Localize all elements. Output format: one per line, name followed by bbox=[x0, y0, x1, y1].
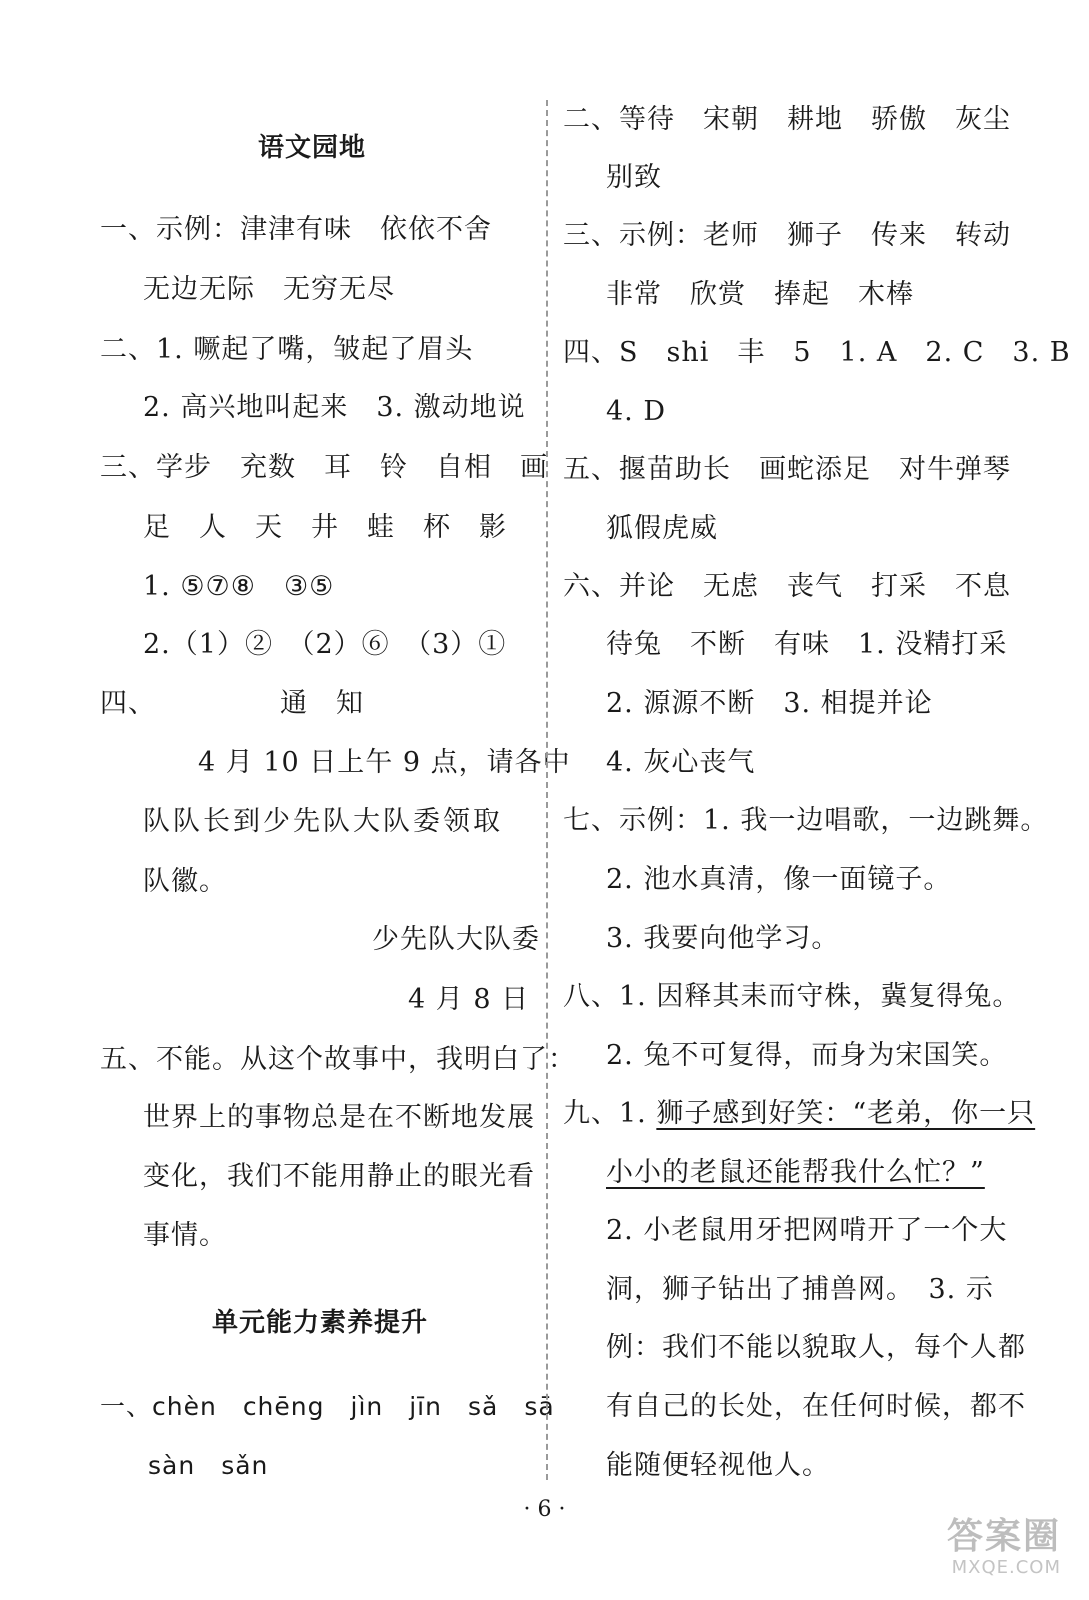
right-line: 能随便轻视他人。 bbox=[606, 1450, 830, 1481]
notice-title: 通 知 bbox=[280, 688, 364, 719]
right-line: 狐假虎威 bbox=[606, 513, 718, 544]
left-line: 世界上的事物总是在不断地发展 bbox=[143, 1102, 535, 1133]
left-line: 1. ⑤⑦⑧ ③⑤ bbox=[143, 571, 335, 602]
notice-signature: 少先队大队委 bbox=[372, 924, 540, 955]
left-line: 五、不能。从这个故事中，我明白了： bbox=[100, 1044, 576, 1075]
right-line: 3. 我要向他学习。 bbox=[606, 923, 840, 954]
q9-line bbox=[563, 1094, 1035, 1134]
q9-line bbox=[606, 1153, 985, 1193]
section-title-unit-improvement: 单元能力素养提升 bbox=[212, 1308, 429, 1338]
right-line: 洞，狮子钻出了捕兽网。 3. 示 bbox=[606, 1274, 994, 1305]
right-line: 4. D bbox=[606, 396, 666, 427]
q9-underlined-answer: 狮子感到好笑：“老弟，你一只 bbox=[656, 1098, 1036, 1129]
left-line: 2.（1）② （2）⑥ （3）① bbox=[143, 629, 507, 660]
watermark-title: 答案圈 bbox=[946, 1516, 1061, 1557]
right-line: 2. 源源不断 3. 相提并论 bbox=[606, 688, 933, 719]
right-line: 2. 小老鼠用牙把网啃开了一个大 bbox=[606, 1215, 1008, 1246]
pinyin-line: 一、chèn chēng jìn jīn sǎ sā bbox=[100, 1392, 555, 1421]
left-line: 无边无际 无穷无尽 bbox=[143, 274, 395, 305]
left-line: 足 人 天 井 蛙 杯 影 bbox=[143, 512, 507, 543]
right-line: 八、1. 因释其耒而守株，冀复得兔。 bbox=[563, 981, 1021, 1012]
right-line: 六、并论 无虑 丧气 打采 不息 bbox=[563, 571, 1011, 602]
right-line: 2. 兔不可复得，而身为宋国笑。 bbox=[606, 1040, 1008, 1071]
notice-line: 队徽。 bbox=[143, 866, 227, 897]
page-number: · 6 · bbox=[523, 1497, 566, 1522]
column-divider bbox=[546, 100, 548, 1480]
left-line: 二、1. 噘起了嘴，皱起了眉头 bbox=[100, 334, 474, 365]
right-line: 四、S shi 丰 5 1. A 2. C 3. B bbox=[563, 337, 1071, 368]
right-line: 有自己的长处，在任何时候，都不 bbox=[606, 1391, 1026, 1422]
left-line: 2. 高兴地叫起来 3. 激动地说 bbox=[143, 392, 526, 423]
q9-prefix: 九、1. bbox=[563, 1098, 657, 1129]
notice-label: 四、 bbox=[100, 688, 156, 719]
right-line: 非常 欣赏 捧起 木棒 bbox=[606, 279, 914, 310]
notice-date: 4 月 8 日 bbox=[408, 984, 530, 1015]
right-line: 别致 bbox=[606, 162, 662, 193]
section-title-yuwen-yuandi: 语文园地 bbox=[258, 133, 367, 163]
right-line: 七、示例：1. 我一边唱歌，一边跳舞。 bbox=[563, 805, 1049, 836]
watermark-logo bbox=[901, 1508, 1061, 1578]
right-line: 二、等待 宋朝 耕地 骄傲 灰尘 bbox=[563, 104, 1011, 135]
right-line: 五、揠苗助长 画蛇添足 对牛弹琴 bbox=[563, 454, 1011, 485]
right-line: 2. 池水真清，像一面镜子。 bbox=[606, 864, 952, 895]
right-line: 三、示例：老师 狮子 传来 转动 bbox=[563, 220, 1011, 251]
left-line: 事情。 bbox=[143, 1220, 227, 1251]
q9-underlined-answer: 小小的老鼠还能帮我什么忙？” bbox=[606, 1157, 985, 1188]
watermark-url: MXQE.COM bbox=[951, 1557, 1061, 1578]
left-line: 一、示例：津津有味 依依不舍 bbox=[100, 214, 492, 245]
pinyin-line: sàn sǎn bbox=[148, 1451, 269, 1480]
right-line: 例：我们不能以貌取人，每个人都 bbox=[606, 1332, 1026, 1363]
notice-line: 队队长到少先队大队委领取 bbox=[143, 806, 503, 837]
right-line: 待兔 不断 有味 1. 没精打采 bbox=[606, 629, 1008, 660]
notice-line: 4 月 10 日上午 9 点，请各中 bbox=[198, 747, 571, 778]
left-line: 变化，我们不能用静止的眼光看 bbox=[143, 1161, 535, 1192]
right-line: 4. 灰心丧气 bbox=[606, 747, 756, 778]
left-line: 三、学步 充数 耳 铃 自相 画 bbox=[100, 452, 548, 483]
